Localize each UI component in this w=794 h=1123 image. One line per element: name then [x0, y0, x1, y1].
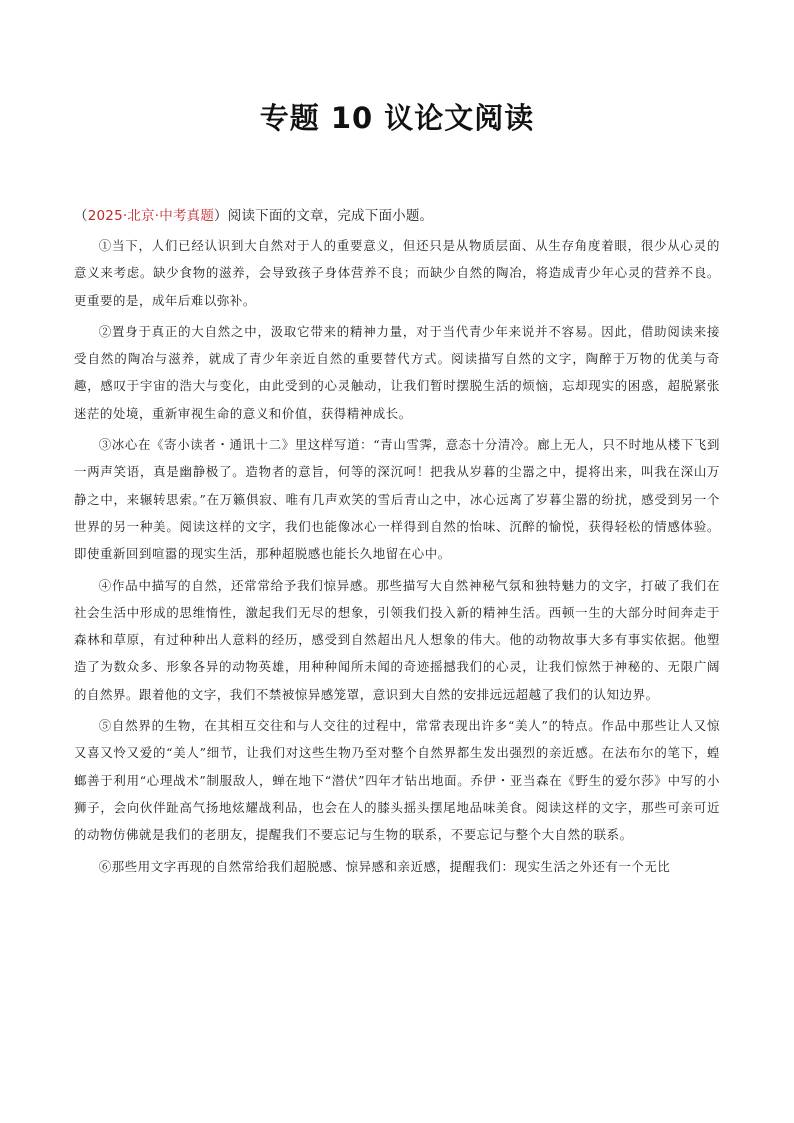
source-open-paren: （ — [74, 208, 88, 224]
exam-source: 2025·北京·中考真题 — [87, 208, 215, 224]
paragraph-5: ⑤自然界的生物，在其相互交往和与人交往的过程中，常常表现出许多“美人”的特点。作品中那些让人又惊又喜又怜又爱的“美人”细节，让我们对这些生物乃至对整个自然界都生发出强烈的亲近感。在法布尔的笔下，蝗螂善于利用“心理战术”制服敌人，蝉在地下“潜伏”四年才钻出地面。乔伊・亚当森在《野生的爱尔莎》中写的小狮子，会向伙伴趾高气扬地炫耀战利品，也会在人的膝头摇头摆尾地品味美食。阅读这样的文字，那些可亲可近的动物仿佛就是我们的老朋友，提醒我们不要忘记与生物的联系，不要忘记与整个大自然的联系。 — [74, 718, 720, 843]
document-body — [74, 205, 720, 884]
paragraph-2: ②置身于真正的大自然之中，汲取它带来的精神力量，对于当代青少年来说并不容易。因此，借助阅读来接受自然的陶冶与滋养，就成了青少年亲近自然的重要替代方式。阅读描写自然的文字，陶醉于万物的优美与奇趣，感叹于宇宙的浩大与变化，由此受到的心灵触动，让我们暂时摆脱生活的烦恼，忘却现实的困惑，超脱紧张迷茫的处境，重新审视生命的意义和价值，获得精神成长。 — [74, 323, 720, 421]
paragraph-1: ①当下，人们已经认识到大自然对于人的重要意义，但还只是从物质层面、从生存角度着眼，很少从心灵的意义来考虑。缺少食物的滋养，会导致孩子身体营养不良；而缺少自然的陶冶，将造成青少年心灵的营养不良。更重要的是，成年后难以弥补。 — [74, 238, 720, 308]
paragraph-3: ③冰心在《寄小读者・通讯十二》里这样写道：“青山雪霁，意态十分清冷。廊上无人，只不时地从楼下飞到一两声笑语，真是幽静极了。造物者的意旨，何等的深沉呵！把我从岁暮的尘嚣之中，提将出来，叫我在深山万静之中，来辗转思索。”在万籁俱寂、唯有几声欢笑的雪后青山之中，冰心远离了岁暮尘嚣的纷扰，感受到另一个世界的另一种美。阅读这样的文字，我们也能像冰心一样得到自然的怡味、沉醉的愉悦，获得轻松的情感体验。即使重新回到喧嚣的现实生活，那种超脱感也能长久地留在心中。 — [74, 437, 720, 562]
paragraph-4: ④作品中描写的自然，还常常给予我们惊异感。那些描写大自然神秘气氛和独特魅力的文字，打破了我们在社会生活中形成的思维惰性，激起我们无尽的想象，引领我们投入新的精神生活。西顿一生的大部分时间奔走于森林和草原，有过种种出人意料的经历，感受到自然超出凡人想象的伟大。他的动物故事大多有事实依据。他塑造了为数众多、形象各异的动物英雄，用种种闻所未闻的奇迹摇撼我们的心灵，让我们惊然于神秘的、无限广阔的自然界。跟着他的文字，我们不禁被惊异感笼罩，意识到大自然的安排远远超越了我们的认知边界。 — [74, 577, 720, 702]
instruction-text: 阅读下面的文章，完成下面小题。 — [227, 208, 434, 224]
page-title: 专题 10 议论文阅读 — [259, 101, 535, 135]
question-intro — [74, 205, 720, 227]
source-close-paren: ） — [214, 208, 228, 224]
paragraph-6: ⑥那些用文字再现的自然常给我们超脱感、惊异感和亲近感，提醒我们：现实生活之外还有一个无比 — [98, 858, 671, 874]
